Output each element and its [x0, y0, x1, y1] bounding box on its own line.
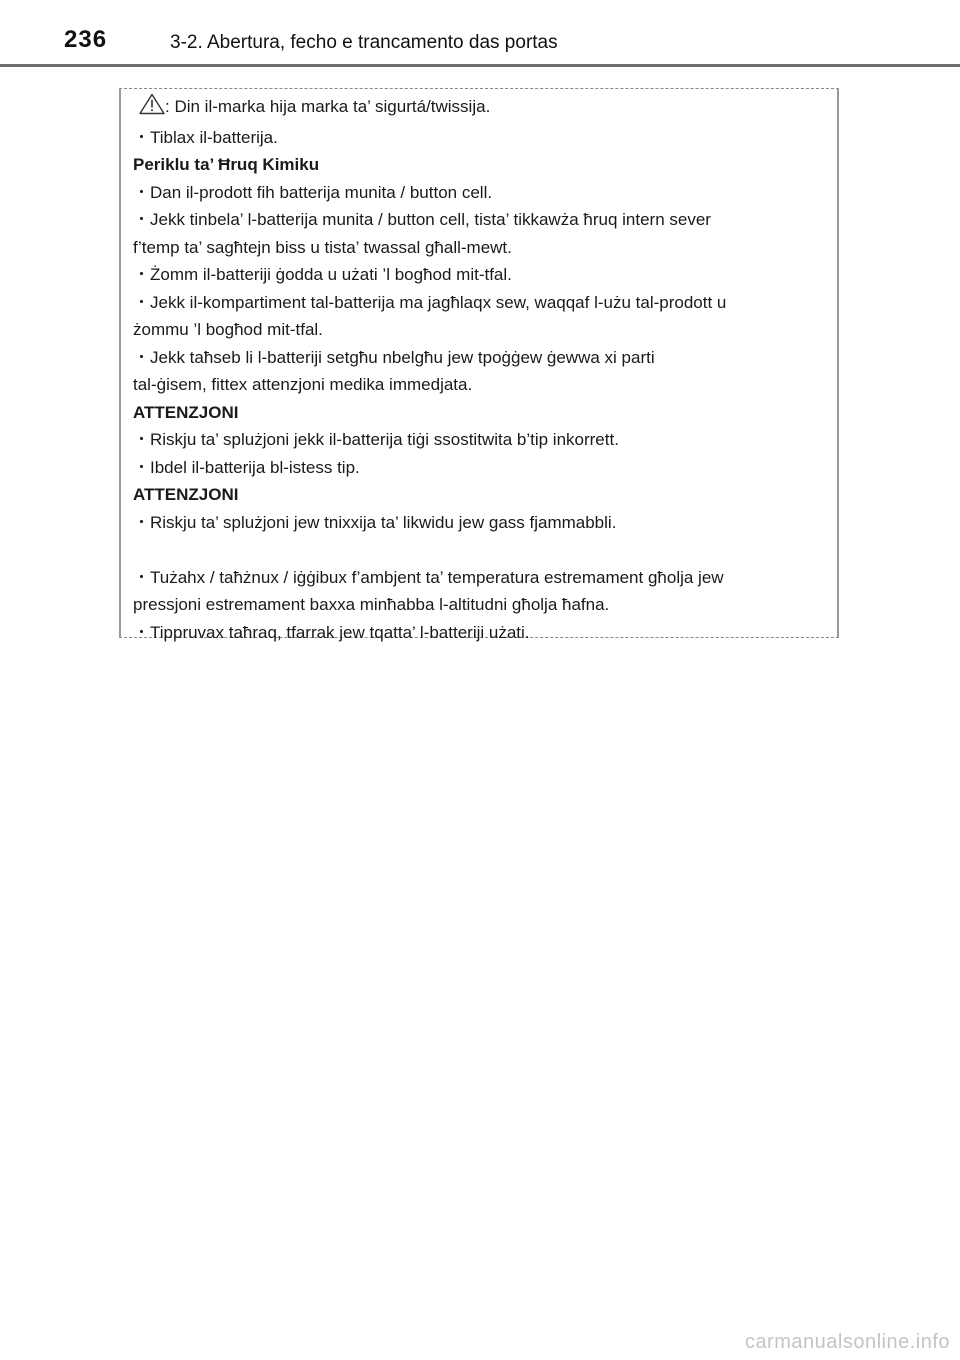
warning-box: [119, 88, 839, 642]
warning-triangle-icon: [139, 93, 165, 124]
warning-line: ・Żomm il-batteriji ġodda u użati ’l bogħod mit-tfal.: [133, 265, 512, 284]
warning-line-symbol: [133, 93, 823, 124]
warning-heading: ATTENZJONI: [133, 485, 239, 504]
warning-line: ・Tużahx / taħżnux / iġġibux f’ambjent ta’ temperatura estremament għolja jew: [133, 567, 724, 587]
header-divider: [0, 64, 960, 67]
warning-line: f’temp ta’ sagħtejn biss u tista’ twassal għall-mewt.: [133, 237, 512, 257]
warning-content: [133, 93, 823, 646]
page-header: [0, 0, 960, 66]
footer-watermark: carmanualsonline.info: [744, 1331, 950, 1353]
warning-line: pressjoni estremament baxxa minħabba l-altitudni għolja ħafna.: [133, 595, 610, 614]
warning-line: ・Jekk tinbela’ l-batterija munita / button cell, tista’ tikkawża ħruq intern sever: [133, 210, 711, 229]
warning-heading: Periklu ta’ Ħruq Kimiku: [133, 155, 320, 174]
warning-line: ・Dan il-prodott fih batterija munita / button cell.: [133, 182, 493, 202]
warning-line: ・Tiblax il-batterija.: [133, 127, 278, 147]
warning-line: tal-ġisem, fittex attenzjoni medika immedjata.: [133, 375, 473, 394]
warning-line: ・Jekk taħseb li l-batteriji setgħu nbelgħu jew tpoġġew ġewwa xi parti: [133, 347, 655, 367]
warning-line: ・Tippruvax taħraq, tfarrak jew tqatta’ l-batteriji użati.: [133, 622, 530, 642]
warning-line: żommu ’l bogħod mit-tfal.: [133, 320, 323, 339]
warning-line: ・Riskju ta’ splużjoni jew tnixxija ta’ likwidu jew gass fjammabbli.: [133, 512, 617, 532]
warning-line: ・Jekk il-kompartiment tal-batterija ma jagħlaqx sew, waqqaf l-użu tal-prodott u: [133, 292, 727, 312]
warning-line: ・Ibdel il-batterija bl-istess tip.: [133, 457, 360, 477]
warning-line-text: : Din il-marka hija marka ta’ sigurtá/twissija.: [165, 97, 491, 116]
page-number: 236: [64, 26, 108, 53]
section-title: 3-2. Abertura, fecho e trancamento das portas: [170, 32, 558, 53]
warning-line: ・Riskju ta’ splużjoni jekk il-batterija tiġi ssostitwita b’tip inkorrett.: [133, 430, 619, 449]
warning-heading: ATTENZJONI: [133, 402, 239, 422]
blank-line: [133, 536, 823, 564]
